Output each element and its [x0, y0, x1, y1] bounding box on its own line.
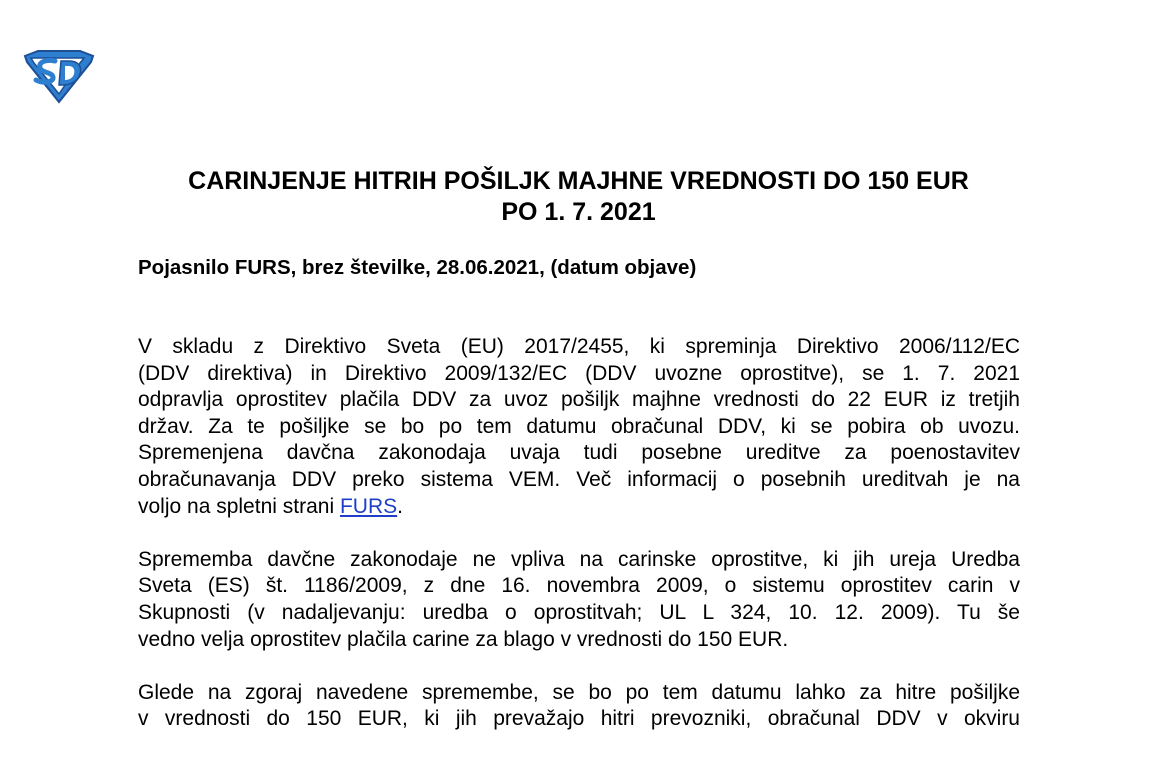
text-line: odpravlja oprostitev plačila DDV za uvoz pošiljk majhne vrednosti do 22 EUR iz tretjih: [138, 388, 1020, 412]
text-line: (DDV direktiva) in Direktivo 2009/132/EC (DDV uvozne oprostitve), se 1. 7. 2021: [138, 361, 1020, 385]
text-line: vedno velja oprostitev plačila carine za blago v vrednosti do 150 EUR.: [138, 627, 789, 651]
document-subtitle: Pojasnilo FURS, brez številke, 28.06.2021, (datum objave): [138, 256, 697, 279]
text-line: držav. Za te pošiljke se bo po tem datumu obračunal DDV, ki se pobira ob uvozu.: [138, 414, 1020, 438]
furs-link[interactable]: FURS: [339, 494, 398, 518]
text-line: v vrednosti do 150 EUR, ki jih prevažajo hitri prevozniki, obračunal DDV v okviru: [138, 707, 1020, 731]
document-body: [138, 334, 1020, 760]
title-line: CARINJENJE HITRIH POŠILJK MAJHNE VREDNOSTI DO 150 EUR: [188, 167, 969, 195]
text-line-prefix: voljo na spletni strani: [138, 494, 340, 518]
title-line: PO 1. 7. 2021: [501, 198, 656, 226]
paragraph-1: [138, 334, 1020, 520]
text-line: Glede na zgoraj navedene spremembe, se bo po tem datumu lahko za hitre pošiljke: [138, 680, 1020, 704]
text-line: Sprememba davčne zakonodaje ne vpliva na carinske oprostitve, ki jih ureja Uredba: [138, 547, 1020, 571]
sd-logo: [22, 48, 96, 104]
paragraph-3: [138, 680, 1020, 733]
text-line: obračunavanja DDV preko sistema VEM. Več informacij o posebnih ureditvah je na: [138, 467, 1020, 491]
text-line: Skupnosti (v nadaljevanju: uredba o oprostitvah; UL L 324, 10. 12. 2009). Tu še: [138, 600, 1020, 624]
text-line: V skladu z Direktivo Sveta (EU) 2017/2455, ki spreminja Direktivo 2006/112/EC: [138, 335, 1020, 358]
text-line: Spremenjena davčna zakonodaja uvaja tudi posebne ureditve za poenostavitev: [138, 441, 1020, 465]
text-line: Sveta (ES) št. 1186/2009, z dne 16. novembra 2009, o sistemu oprostitev carin v: [138, 574, 1020, 598]
text-line: [138, 494, 1020, 521]
sd-shield-logo-icon: [22, 48, 96, 104]
text-line-suffix: .: [397, 494, 403, 518]
document-title: [0, 166, 1157, 228]
paragraph-2: [138, 547, 1020, 653]
